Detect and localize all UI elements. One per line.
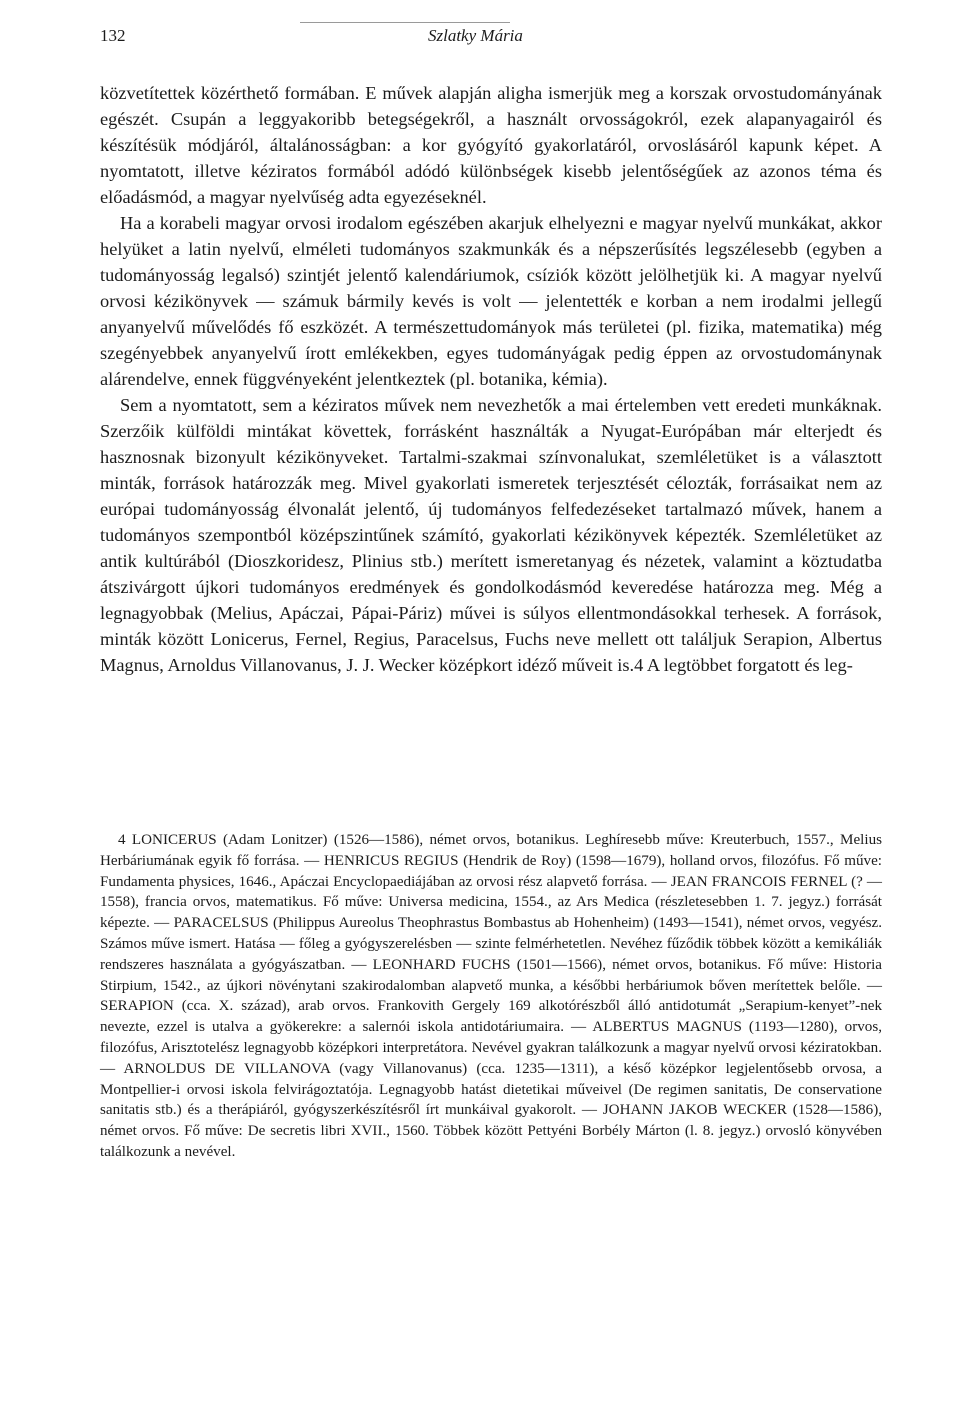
body-text — [100, 80, 882, 678]
scan-edge-line — [300, 22, 510, 23]
page-header — [100, 18, 882, 54]
paragraph-3: Sem a nyomtatott, sem a kéziratos művek nem nevezhetők a mai értelemben vett eredeti munkáknak. Szerzőik külföldi mintákat követtek, forrásként használták a Nyugat-Európában már elterjedt és hasznosnak bizonyult kézikönyveket. Tartalmi-szakmai színvonalukat, szemléletüket is a választott minták, források határozzák meg. Mivel gyakorlati ismeretek terjesztését célozták, forrásaikat nem az európai tudományosság élvonalát jelentő, új tudományos felfedezéseket tartalmazó művek, hanem a tudományos szempontból középszintűnek számító, gyakorlati kézikönyvek képezték. Szemléletüket az antik kultúrából (Dioszkoridesz, Plinius stb.) merített ismeretanyag és nézetek, valamint a köztudatba átszivárgott újkori tudományos eredmények és gondolkodásmód keveredése határozza meg. Még a legnagyobbak (Melius, Apáczai, Pápai-Páriz) művei is súlyos ellentmondásokkal terhesek. A források, minták között Lonicerus, Fernel, Regius, Paracelsus, Fuchs neve mellett ott találjuk Serapion, Albertus Magnus, Arnoldus Villanovanus, J. J. Wecker középkort idéző műveit is.4 A legtöbbet forgatott és leg- — [100, 395, 882, 675]
running-head: Szlatky Mária — [428, 26, 523, 45]
footnote-4: 4 LONICERUS (Adam Lonitzer) (1526—1586), német orvos, botanikus. Leghíresebb műve: Kreuterbuch, 1557., Melius Herbáriumának egyik fő forrása. — HENRICUS REGIUS (Hendrik de Roy) (1598—1679), holland orvos, filozófus. Fő műve: Fundamenta physices, 1646., Apáczai Encyclopaediájában az orvosi rész alapvető forrása. — JEAN FRANCOIS FERNEL (? —1558), francia orvos, matematikus. Fő műve: Universa medicina, 1554., az Ars Medica (részletesebben 1. 7. jegyz.) forrását képezte. — PARACELSUS (Philippus Aureolus Theophrastus Bombastus ab Hohenheim) (1493—1541), német orvos, vegyész. Számos műve ismert. Hatása — főleg a gyógyszerelésben — szinte felmérhetetlen. Nevéhez fűződik többek között a kemikáliák rendszeres használata a gyógyászatban. — LEONHARD FUCHS (1501—1566), német orvos, botanikus. Fő műve: Historia Stirpium, 1542., az újkori növénytani szakirodalomban alapvető munka, a későbbi herbáriumok bőven merítettek belőle. — SERAPION (cca. X. század), arab orvos. Frankovith Gergely 169 alkotórészből álló antidotumát „Serapium-kenyet”-nek nevezte, ezzel is utalva a gyökerekre: a salernói iskola antidotáriumaira. — ALBERTUS MAGNUS (1193—1280), orvos, filozófus, Arisztotelész legnagyobb középkori interpretátora. Nevével gyakran találkozunk a magyar nyelvű orvosi kéziratokban. — ARNOLDUS DE VILLANOVA (vagy Villanovanus) (cca. 1235—1311), a késő középkor legjelentősebb orvosa, a Montpellier-i orvosi iskola felvirágoztatója. Legnagyobb hatást dietetikai műveivel (De regimen sanitatis, De conservatione sanitatis stb.) és a therápiáról, gyógyszerkészítésről írt munkáival gyakorolt. — JOHANN JAKOB WECKER (1528—1586), német orvos. Fő műve: De secretis libri XVII., 1560. Többek között Pettyéni Borbély Márton (l. 8. jegyz.) orvosló könyvében találkozunk a nevével. — [100, 832, 882, 1160]
paragraph-1: közvetítettek közérthető formában. E művek alapján aligha ismerjük meg a korszak orvostudományának egészét. Csupán a leggyakoribb betegségekről, a használt orvosságokról, ezek alapanyagairól és készítésük módjáról, általánosságban: a kor gyógyító gyakorlatáról, orvoslásáról kapunk képet. A nyomtatott, illetve kéziratos formából adódó különbségek kisebb jelentőségűek az azonos téma és előadásmód, a magyar nyelvűség adta egyezéseknél. — [100, 83, 882, 207]
page-number: 132 — [100, 26, 126, 45]
paragraph-2: Ha a korabeli magyar orvosi irodalom egészében akarjuk elhelyezni e magyar nyelvű munkákat, akkor helyüket a latin nyelvű, elméleti tudományos szakmunkák és a népszerűsítés legszélesebb (egyben a tudományosság legalsó) szintjét jelentő kalendáriumok, csíziók között jelölhetjük ki. A magyar nyelvű orvosi kézikönyvek — számuk bármily kevés is volt — jelentették e korban a nem irodalmi jellegű anyanyelvű művelődés fő eszközét. A természettudományok más területei (pl. fizika, matematika) még szegényebbek anyanyelvű írott emlékekben, egyes tudományágak pedig éppen az orvostudománynak alárendelve, ennek függvényeként jelentkeztek (pl. botanika, kémia). — [100, 213, 882, 389]
